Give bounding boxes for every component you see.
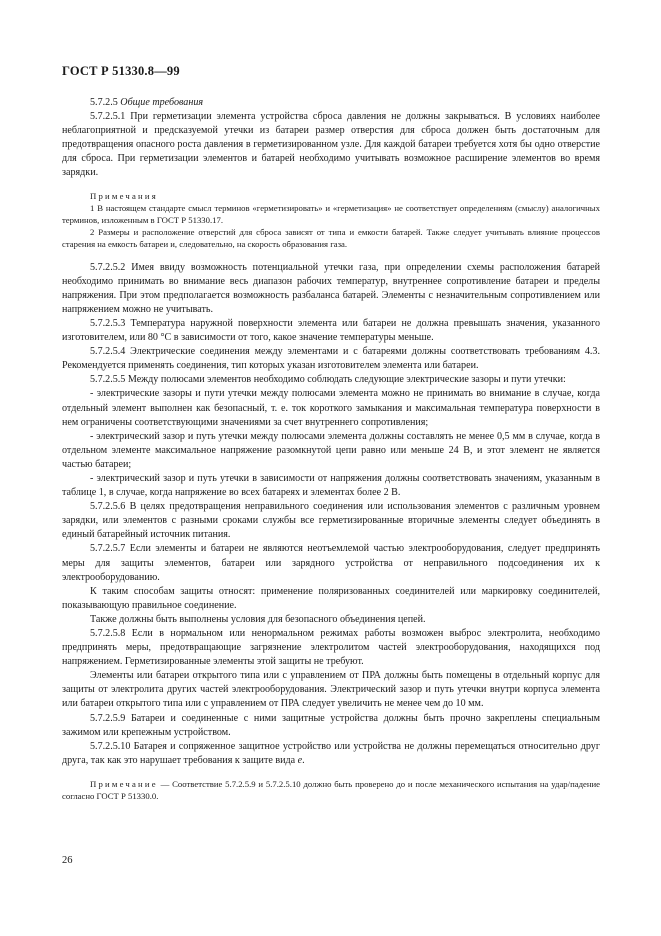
paragraph-5-7-2-5-7: 5.7.2.5.7 Если элементы и батареи не являются неотъемлемой частью электрооборудования, следует предпринять меры для защиты элементов, батареи или зарядного устройства от неправильного подсоединения их к электрооборудованию. — [62, 543, 600, 583]
paragraph-5-7-2-5-1: 5.7.2.5.1 При герметизации элемента устройства сброса давления не должны закрываться. В условиях наиболее неблагоприятной и предсказуемой утечки из батареи размер отверстия для сброса должен быть достаточным для предотвращения опасного роста давления в герметизированном узле. Для каждой батареи требуется хотя бы одно отверстие для сброса. При герметизации элементов и батарей необходимо учитывать возможное расширение элементов во время зарядки. — [62, 111, 600, 179]
list-item-clearance-c: - электрический зазор и путь утечки в зависимости от напряжения должны соответствовать значениям, указанным в таблице 1, в случае, когда напряжение во всех батареях и элементах более 2 В. — [62, 472, 600, 499]
paragraph-5-7-2-5-6: 5.7.2.5.6 В целях предотвращения неправильного соединения или использования элементов с различным уровнем зарядки, или элементов с разными сроками службы все герметизированные вторичные элементы следует объединять в единый батарейный источник питания. — [62, 501, 600, 541]
notes-heading: Примечания — [90, 190, 158, 201]
paragraph-5-7-2-5-10-text: 5.7.2.5.10 Батарея и сопряженное защитное устройство или устройства не должны перемещаться относительно друг друга, так как это нарушает требования к защите вида — [62, 740, 600, 766]
protection-type-letter: е — [297, 754, 303, 766]
note-2: 2 Размеры и расположение отверстий для сброса зависят от типа и емкости батарей. Также следует учитывать влияние процессов старения на емкость батареи и, следовательно, на скорость образования газа. — [62, 227, 600, 250]
document-body — [62, 96, 600, 802]
note-1: 1 В настоящем стандарте смысл терминов «герметизировать» и «герметизация» не соответствует определениям (смыслу) аналогичных терминов, изложенным в ГОСТ Р 51330.17. — [62, 202, 600, 225]
final-note — [62, 778, 600, 802]
paragraph-5-7-2-5-5: 5.7.2.5.5 Между полюсами элементов необходимо соблюдать следующие электрические зазоры и пути утечки: — [90, 374, 566, 386]
final-note-heading: Примечание — [90, 778, 158, 789]
section-number: 5.7.2.5 — [90, 97, 121, 108]
notes-block — [62, 190, 600, 251]
list-item-clearance-b: - электрический зазор и путь утечки между полюсами элемента должны составлять не менее 0,5 мм в случае, когда в отдельном элементе максимальное напряжение разомкнутой цепи равно или меньше 24 В, и этот элемент не является частью батареи; — [62, 430, 600, 470]
paragraph-5-7-2-5-8: 5.7.2.5.8 Если в нормальном или ненормальном режимах работы возможен выброс электролита, необходимо предпринять меры, предотвращающие загрязнение электролитом частей электрооборудования, находящихся под напряжением. Герметизированные элементы этой защиты не требуют. — [62, 628, 600, 668]
paragraph-5-7-2-5-4: 5.7.2.5.4 Электрические соединения между элементами и с батареями должны соответствовать требованиям 4.3. Рекомендуется применять соединения, тип которых указан изготовителем элемента или батареи. — [62, 346, 600, 372]
paragraph-5-7-2-5-10 — [62, 740, 600, 768]
paragraph-protection-methods: К таким способам защиты относят: применение поляризованных соединителей или маркировку соединителей, показывающую правильное соединение. — [62, 585, 600, 611]
paragraph-5-7-2-5-9: 5.7.2.5.9 Батареи и соединенные с ними защитные устройства должны быть прочно закреплены специальным зажимом или крепежным устройством. — [62, 712, 600, 738]
paragraph-5-7-2-5-10-end: . — [302, 754, 305, 766]
paragraph-circuit-conditions: Также должны быть выполнены условия для безопасного объединения цепей. — [90, 613, 426, 625]
page-number: 26 — [62, 855, 73, 866]
final-note-body: — Соответствие 5.7.2.5.9 и 5.7.2.5.10 должно быть проверено до и после механического испытания на удар/падение согласно ГОСТ Р 51330.0. — [62, 778, 600, 802]
paragraph-open-type-cells: Элементы или батареи открытого типа или с управлением от ПРА должны быть помещены в отдельный корпус для защиты от электролита других частей электрооборудования. Электрический зазор и путь утечки внутри корпуса элемента или батареи открытого типа или с управлением от ПРА следует увеличить не менее чем до 10 мм. — [62, 670, 600, 710]
section-title: Общие требования — [120, 97, 204, 108]
list-item-clearance-a: - электрические зазоры и пути утечки между полюсами элемента можно не принимать во внимание в случае, когда отдельный элемент выполнен как безопасный, т. е. ток короткого замыкания и максимальная температура поверхности в нем ограничены соответствующими значениями за счет внутреннего сопротивления; — [62, 388, 600, 428]
document-header: ГОСТ Р 51330.8—99 — [62, 64, 180, 78]
paragraph-5-7-2-5-2: 5.7.2.5.2 Имея ввиду возможность потенциальной утечки газа, при определении схемы расположения батарей необходимо принимать во внимание весь диапазон рабочих температур, внутреннее сопротивление батареи и пределы напряжения. При этом предполагается возможность разбаланса батарей. Элементы с незначительным сопротивлением или напряжением можно не учитывать. — [62, 261, 600, 315]
final-note-text — [62, 778, 600, 802]
section-heading — [62, 96, 600, 110]
paragraph-5-7-2-5-3: 5.7.2.5.3 Температура наружной поверхности элемента или батареи не должна превышать значения, указанного изготовителем, или 80 °С в зависимости от того, какое значение температуры меньше. — [62, 317, 600, 344]
